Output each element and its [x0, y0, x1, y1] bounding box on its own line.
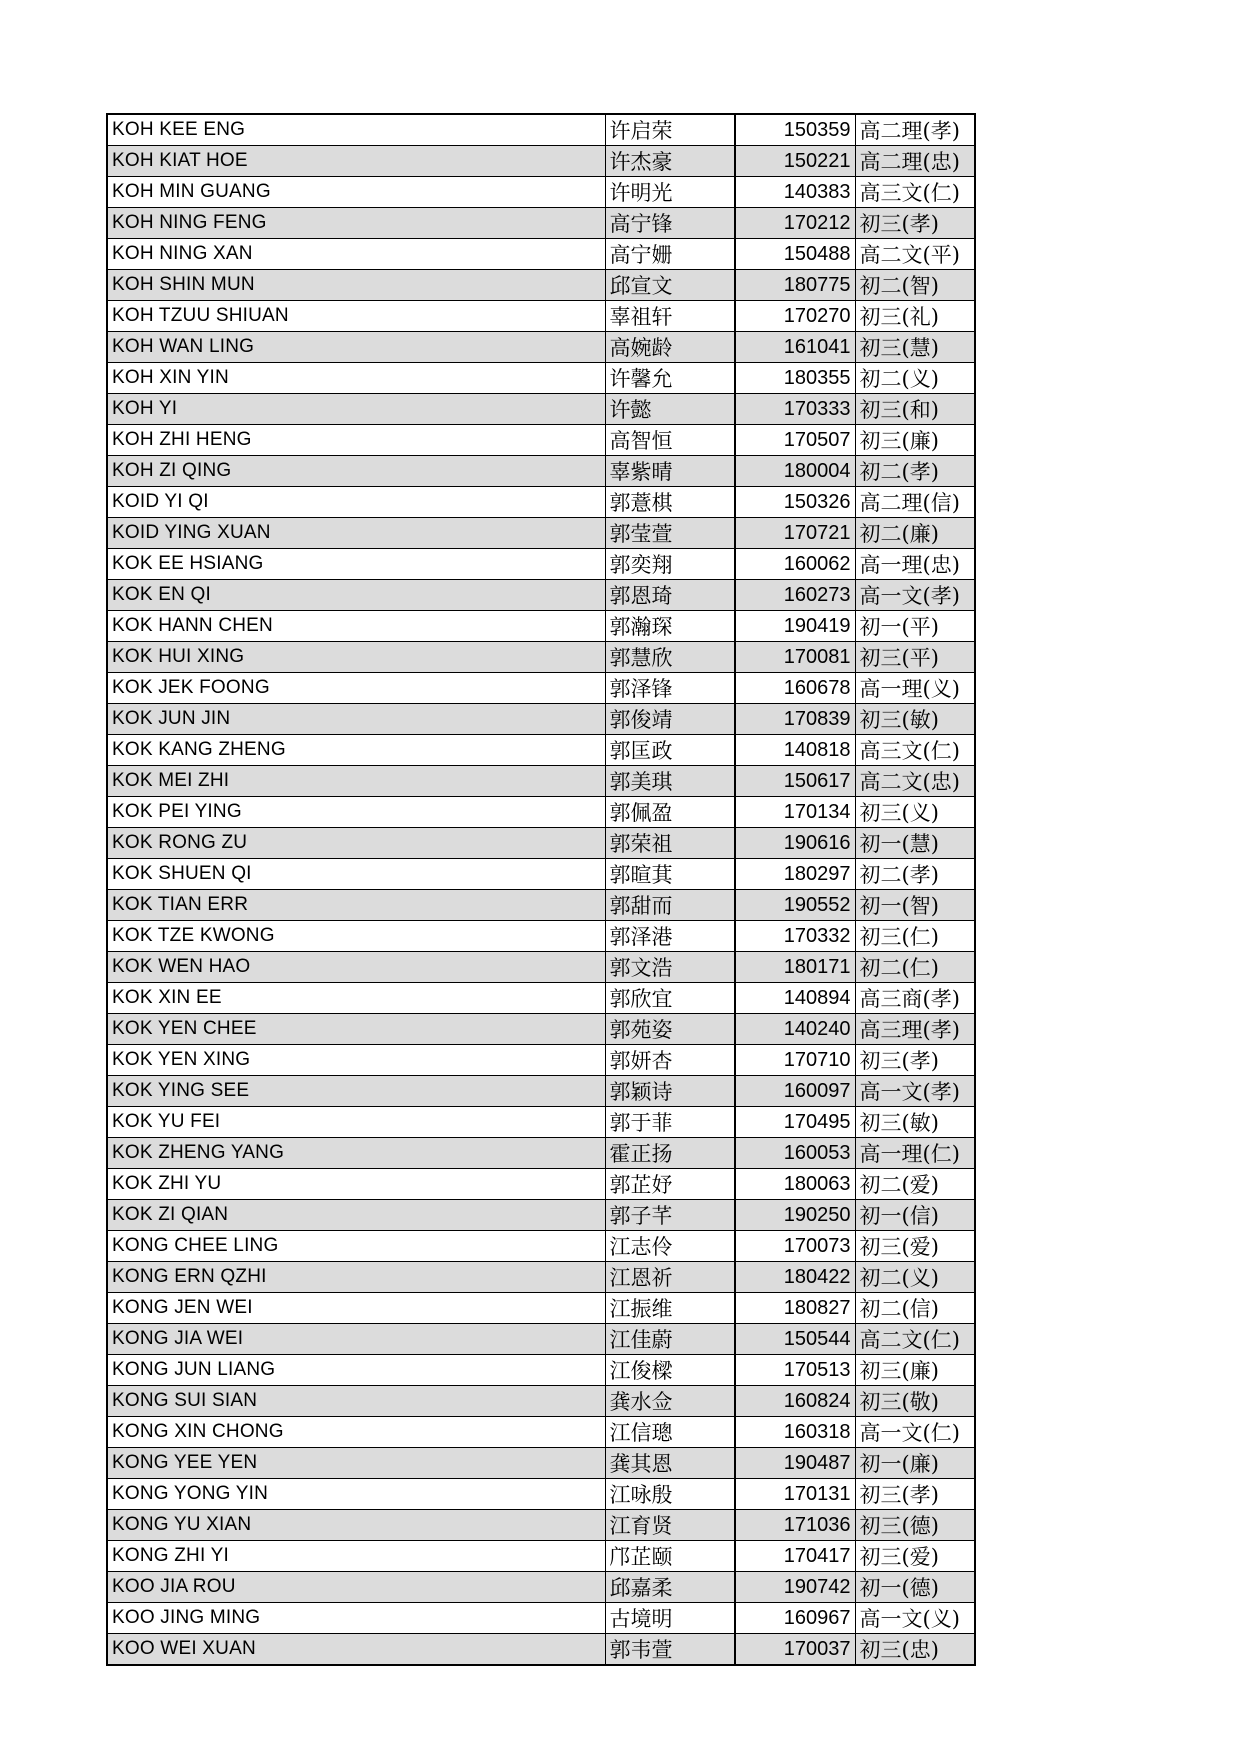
student-name-cell: KOH WAN LING — [107, 332, 605, 363]
table-row — [107, 1603, 975, 1634]
chinese-name-cell: 江信璁 — [605, 1417, 735, 1448]
chinese-name-cell: 许明光 — [605, 177, 735, 208]
student-name-cell: KOH ZI QING — [107, 456, 605, 487]
student-id-cell: 170134 — [735, 797, 855, 828]
table-row — [107, 983, 975, 1014]
student-name-cell: KOH NING XAN — [107, 239, 605, 270]
student-id-cell: 150617 — [735, 766, 855, 797]
table-row — [107, 518, 975, 549]
table-row — [107, 704, 975, 735]
student-id-cell: 140894 — [735, 983, 855, 1014]
student-name-cell: KOK KANG ZHENG — [107, 735, 605, 766]
chinese-name-cell: 郭妍杏 — [605, 1045, 735, 1076]
table-row — [107, 859, 975, 890]
chinese-name-cell: 郭恩琦 — [605, 580, 735, 611]
class-cell: 高二文(仁) — [855, 1324, 975, 1355]
table-row — [107, 1541, 975, 1572]
student-name-cell: KOH SHIN MUN — [107, 270, 605, 301]
table-row — [107, 1386, 975, 1417]
class-cell: 初三(平) — [855, 642, 975, 673]
class-cell: 高二文(平) — [855, 239, 975, 270]
student-name-cell: KOK YEN CHEE — [107, 1014, 605, 1045]
class-cell: 初一(信) — [855, 1200, 975, 1231]
student-id-cell: 170495 — [735, 1107, 855, 1138]
table-row — [107, 797, 975, 828]
table-row — [107, 1169, 975, 1200]
student-id-cell: 160097 — [735, 1076, 855, 1107]
chinese-name-cell: 高智恒 — [605, 425, 735, 456]
chinese-name-cell: 江恩祈 — [605, 1262, 735, 1293]
student-name-cell: KOH XIN YIN — [107, 363, 605, 394]
table-row — [107, 1076, 975, 1107]
table-row — [107, 146, 975, 177]
table-row — [107, 611, 975, 642]
student-id-cell: 170131 — [735, 1479, 855, 1510]
student-name-cell: KOK WEN HAO — [107, 952, 605, 983]
roster-body — [107, 114, 975, 1665]
class-cell: 初三(爱) — [855, 1541, 975, 1572]
student-id-cell: 160318 — [735, 1417, 855, 1448]
class-cell: 高一文(孝) — [855, 1076, 975, 1107]
chinese-name-cell: 高宁姗 — [605, 239, 735, 270]
table-row — [107, 1634, 975, 1666]
class-cell: 高一文(仁) — [855, 1417, 975, 1448]
class-cell: 初三(忠) — [855, 1634, 975, 1666]
class-cell: 初三(敏) — [855, 704, 975, 735]
table-row — [107, 1262, 975, 1293]
class-cell: 初三(和) — [855, 394, 975, 425]
chinese-name-cell: 江振维 — [605, 1293, 735, 1324]
table-row — [107, 1107, 975, 1138]
class-cell: 初三(义) — [855, 797, 975, 828]
student-id-cell: 161041 — [735, 332, 855, 363]
student-name-cell: KOID YI QI — [107, 487, 605, 518]
student-id-cell: 180297 — [735, 859, 855, 890]
chinese-name-cell: 郭薏棋 — [605, 487, 735, 518]
class-cell: 初三(孝) — [855, 1479, 975, 1510]
table-row — [107, 425, 975, 456]
class-cell: 高一理(仁) — [855, 1138, 975, 1169]
chinese-name-cell: 郭慧欣 — [605, 642, 735, 673]
student-name-cell: KOK YING SEE — [107, 1076, 605, 1107]
student-name-cell: KOH ZHI HENG — [107, 425, 605, 456]
table-row — [107, 332, 975, 363]
student-id-cell: 180827 — [735, 1293, 855, 1324]
table-row — [107, 177, 975, 208]
student-name-cell: KOK TZE KWONG — [107, 921, 605, 952]
student-id-cell: 160053 — [735, 1138, 855, 1169]
chinese-name-cell: 江志伶 — [605, 1231, 735, 1262]
student-id-cell: 170333 — [735, 394, 855, 425]
student-name-cell: KONG ZHI YI — [107, 1541, 605, 1572]
student-name-cell: KOK ZHENG YANG — [107, 1138, 605, 1169]
chinese-name-cell: 辜紫晴 — [605, 456, 735, 487]
chinese-name-cell: 郭奕翔 — [605, 549, 735, 580]
student-id-cell: 190552 — [735, 890, 855, 921]
class-cell: 高一文(义) — [855, 1603, 975, 1634]
class-cell: 初三(廉) — [855, 1355, 975, 1386]
student-name-cell: KOH KIAT HOE — [107, 146, 605, 177]
student-id-cell: 170507 — [735, 425, 855, 456]
student-name-cell: KONG YU XIAN — [107, 1510, 605, 1541]
class-cell: 初三(礼) — [855, 301, 975, 332]
chinese-name-cell: 江佳蔚 — [605, 1324, 735, 1355]
student-id-cell: 140383 — [735, 177, 855, 208]
student-name-cell: KOK MEI ZHI — [107, 766, 605, 797]
table-row — [107, 890, 975, 921]
class-cell: 初一(平) — [855, 611, 975, 642]
table-row — [107, 1448, 975, 1479]
student-name-cell: KONG ERN QZHI — [107, 1262, 605, 1293]
student-name-cell: KOID YING XUAN — [107, 518, 605, 549]
class-cell: 初一(慧) — [855, 828, 975, 859]
student-name-cell: KOK HANN CHEN — [107, 611, 605, 642]
chinese-name-cell: 郭荣祖 — [605, 828, 735, 859]
student-name-cell: KOO JIA ROU — [107, 1572, 605, 1603]
student-id-cell: 170270 — [735, 301, 855, 332]
student-id-cell: 150359 — [735, 114, 855, 146]
student-name-cell: KOK ZHI YU — [107, 1169, 605, 1200]
table-row — [107, 1479, 975, 1510]
class-cell: 高一理(义) — [855, 673, 975, 704]
student-name-cell: KOK HUI XING — [107, 642, 605, 673]
table-row — [107, 301, 975, 332]
chinese-name-cell: 郭佩盈 — [605, 797, 735, 828]
table-row — [107, 208, 975, 239]
table-row — [107, 1417, 975, 1448]
table-row — [107, 363, 975, 394]
class-cell: 初三(孝) — [855, 1045, 975, 1076]
chinese-name-cell: 郭泽锋 — [605, 673, 735, 704]
chinese-name-cell: 许馨允 — [605, 363, 735, 394]
chinese-name-cell: 龚其恩 — [605, 1448, 735, 1479]
student-id-cell: 160967 — [735, 1603, 855, 1634]
student-id-cell: 180355 — [735, 363, 855, 394]
class-cell: 初三(仁) — [855, 921, 975, 952]
student-name-cell: KONG YONG YIN — [107, 1479, 605, 1510]
chinese-name-cell: 古境明 — [605, 1603, 735, 1634]
student-id-cell: 170212 — [735, 208, 855, 239]
chinese-name-cell: 霍正扬 — [605, 1138, 735, 1169]
student-id-cell: 190742 — [735, 1572, 855, 1603]
table-row — [107, 1014, 975, 1045]
student-id-cell: 190616 — [735, 828, 855, 859]
student-id-cell: 190250 — [735, 1200, 855, 1231]
student-name-cell: KOK XIN EE — [107, 983, 605, 1014]
table-row — [107, 1231, 975, 1262]
student-id-cell: 140818 — [735, 735, 855, 766]
class-cell: 初一(德) — [855, 1572, 975, 1603]
student-id-cell: 150326 — [735, 487, 855, 518]
table-row — [107, 270, 975, 301]
class-cell: 初三(慧) — [855, 332, 975, 363]
student-name-cell: KOK YU FEI — [107, 1107, 605, 1138]
chinese-name-cell: 郭俊靖 — [605, 704, 735, 735]
class-cell: 初三(敏) — [855, 1107, 975, 1138]
chinese-name-cell: 郭莹萱 — [605, 518, 735, 549]
table-row — [107, 1510, 975, 1541]
table-row — [107, 1200, 975, 1231]
student-name-cell: KOO WEI XUAN — [107, 1634, 605, 1666]
student-id-cell: 150488 — [735, 239, 855, 270]
chinese-name-cell: 郭美琪 — [605, 766, 735, 797]
table-row — [107, 952, 975, 983]
class-cell: 初二(廉) — [855, 518, 975, 549]
student-id-cell: 170073 — [735, 1231, 855, 1262]
student-id-cell: 180775 — [735, 270, 855, 301]
class-cell: 初二(孝) — [855, 859, 975, 890]
chinese-name-cell: 许杰豪 — [605, 146, 735, 177]
class-cell: 高三商(孝) — [855, 983, 975, 1014]
class-cell: 高一理(忠) — [855, 549, 975, 580]
student-id-cell: 180004 — [735, 456, 855, 487]
student-roster-table — [106, 113, 976, 1666]
chinese-name-cell: 邝芷颐 — [605, 1541, 735, 1572]
table-row — [107, 1355, 975, 1386]
table-row — [107, 580, 975, 611]
chinese-name-cell: 郭子芊 — [605, 1200, 735, 1231]
student-id-cell: 160678 — [735, 673, 855, 704]
student-id-cell: 170081 — [735, 642, 855, 673]
chinese-name-cell: 龚水佥 — [605, 1386, 735, 1417]
student-name-cell: KOH YI — [107, 394, 605, 425]
table-row — [107, 1324, 975, 1355]
chinese-name-cell: 江育贤 — [605, 1510, 735, 1541]
class-cell: 初二(孝) — [855, 456, 975, 487]
class-cell: 初二(信) — [855, 1293, 975, 1324]
class-cell: 高二理(忠) — [855, 146, 975, 177]
student-name-cell: KOK YEN XING — [107, 1045, 605, 1076]
table-row — [107, 1293, 975, 1324]
class-cell: 初一(智) — [855, 890, 975, 921]
class-cell: 初三(爱) — [855, 1231, 975, 1262]
student-id-cell: 180063 — [735, 1169, 855, 1200]
chinese-name-cell: 郭欣宜 — [605, 983, 735, 1014]
class-cell: 高三理(孝) — [855, 1014, 975, 1045]
student-name-cell: KOH TZUU SHIUAN — [107, 301, 605, 332]
chinese-name-cell: 郭暄萁 — [605, 859, 735, 890]
class-cell: 初三(德) — [855, 1510, 975, 1541]
student-name-cell: KOK EN QI — [107, 580, 605, 611]
class-cell: 初三(孝) — [855, 208, 975, 239]
student-name-cell: KOK RONG ZU — [107, 828, 605, 859]
student-name-cell: KOO JING MING — [107, 1603, 605, 1634]
student-name-cell: KONG SUI SIAN — [107, 1386, 605, 1417]
student-id-cell: 170513 — [735, 1355, 855, 1386]
student-name-cell: KOH NING FENG — [107, 208, 605, 239]
chinese-name-cell: 许懿 — [605, 394, 735, 425]
chinese-name-cell: 许启荣 — [605, 114, 735, 146]
student-id-cell: 171036 — [735, 1510, 855, 1541]
student-name-cell: KOK TIAN ERR — [107, 890, 605, 921]
student-id-cell: 160824 — [735, 1386, 855, 1417]
student-name-cell: KONG CHEE LING — [107, 1231, 605, 1262]
table-row — [107, 1045, 975, 1076]
class-cell: 初一(廉) — [855, 1448, 975, 1479]
class-cell: 高二文(忠) — [855, 766, 975, 797]
chinese-name-cell: 郭颖诗 — [605, 1076, 735, 1107]
chinese-name-cell: 江咏殷 — [605, 1479, 735, 1510]
table-row — [107, 766, 975, 797]
class-cell: 初二(义) — [855, 1262, 975, 1293]
student-name-cell: KOH KEE ENG — [107, 114, 605, 146]
chinese-name-cell: 郭于菲 — [605, 1107, 735, 1138]
chinese-name-cell: 高宁锋 — [605, 208, 735, 239]
student-id-cell: 180422 — [735, 1262, 855, 1293]
class-cell: 初二(爱) — [855, 1169, 975, 1200]
student-id-cell: 170332 — [735, 921, 855, 952]
student-id-cell: 170037 — [735, 1634, 855, 1666]
student-name-cell: KONG JEN WEI — [107, 1293, 605, 1324]
student-id-cell: 150221 — [735, 146, 855, 177]
class-cell: 高三文(仁) — [855, 177, 975, 208]
chinese-name-cell: 辜祖轩 — [605, 301, 735, 332]
student-name-cell: KONG JIA WEI — [107, 1324, 605, 1355]
chinese-name-cell: 邱宣文 — [605, 270, 735, 301]
student-id-cell: 170721 — [735, 518, 855, 549]
student-name-cell: KOK JEK FOONG — [107, 673, 605, 704]
student-name-cell: KOK PEI YING — [107, 797, 605, 828]
class-cell: 初三(廉) — [855, 425, 975, 456]
class-cell: 初二(仁) — [855, 952, 975, 983]
table-row — [107, 828, 975, 859]
chinese-name-cell: 郭苑姿 — [605, 1014, 735, 1045]
student-name-cell: KOK JUN JIN — [107, 704, 605, 735]
class-cell: 高一文(孝) — [855, 580, 975, 611]
table-row — [107, 921, 975, 952]
student-name-cell: KOK EE HSIANG — [107, 549, 605, 580]
table-row — [107, 456, 975, 487]
chinese-name-cell: 郭瀚琛 — [605, 611, 735, 642]
student-name-cell: KONG JUN LIANG — [107, 1355, 605, 1386]
chinese-name-cell: 郭文浩 — [605, 952, 735, 983]
table-row — [107, 673, 975, 704]
class-cell: 高二理(孝) — [855, 114, 975, 146]
table-row — [107, 1138, 975, 1169]
table-row — [107, 487, 975, 518]
table-row — [107, 642, 975, 673]
chinese-name-cell: 郭泽港 — [605, 921, 735, 952]
table-row — [107, 394, 975, 425]
student-name-cell: KOK ZI QIAN — [107, 1200, 605, 1231]
student-id-cell: 190419 — [735, 611, 855, 642]
student-name-cell: KOH MIN GUANG — [107, 177, 605, 208]
student-id-cell: 160273 — [735, 580, 855, 611]
student-id-cell: 140240 — [735, 1014, 855, 1045]
chinese-name-cell: 郭韦萱 — [605, 1634, 735, 1666]
student-id-cell: 170839 — [735, 704, 855, 735]
table-row — [107, 1572, 975, 1603]
chinese-name-cell: 高婉龄 — [605, 332, 735, 363]
student-id-cell: 160062 — [735, 549, 855, 580]
student-id-cell: 150544 — [735, 1324, 855, 1355]
table-row — [107, 735, 975, 766]
student-id-cell: 170417 — [735, 1541, 855, 1572]
student-id-cell: 170710 — [735, 1045, 855, 1076]
student-name-cell: KONG XIN CHONG — [107, 1417, 605, 1448]
class-cell: 初二(义) — [855, 363, 975, 394]
chinese-name-cell: 邱嘉柔 — [605, 1572, 735, 1603]
chinese-name-cell: 郭甜而 — [605, 890, 735, 921]
class-cell: 初三(敬) — [855, 1386, 975, 1417]
student-id-cell: 180171 — [735, 952, 855, 983]
chinese-name-cell: 江俊樑 — [605, 1355, 735, 1386]
table-row — [107, 549, 975, 580]
table-row — [107, 239, 975, 270]
chinese-name-cell: 郭匡政 — [605, 735, 735, 766]
student-name-cell: KOK SHUEN QI — [107, 859, 605, 890]
table-row — [107, 114, 975, 146]
class-cell: 高二理(信) — [855, 487, 975, 518]
student-id-cell: 190487 — [735, 1448, 855, 1479]
chinese-name-cell: 郭芷妤 — [605, 1169, 735, 1200]
student-name-cell: KONG YEE YEN — [107, 1448, 605, 1479]
class-cell: 高三文(仁) — [855, 735, 975, 766]
class-cell: 初二(智) — [855, 270, 975, 301]
